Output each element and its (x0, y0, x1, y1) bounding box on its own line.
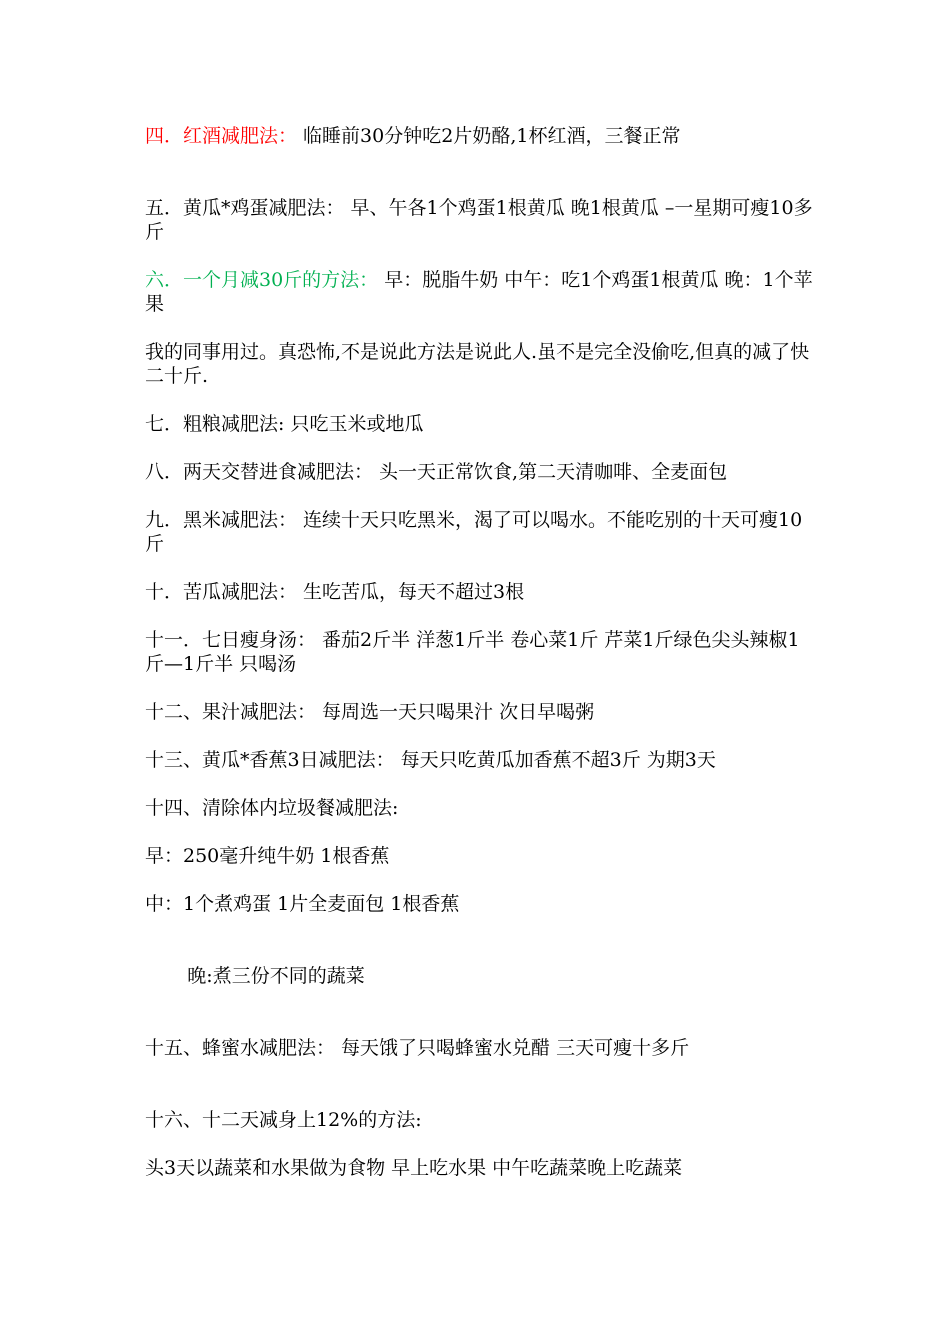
paragraph-lunch (145, 892, 815, 916)
paragraph-text: 早：250毫升纯牛奶 1根香蕉 (145, 845, 390, 867)
paragraph-detox-meal-method (145, 796, 815, 820)
paragraph-black-rice-method (145, 508, 815, 556)
paragraph-text: 十三、黄瓜*香蕉3日减肥法： 每天只吃黄瓜加香蕉不超3斤 为期3天 (145, 749, 716, 771)
paragraph-text: 十二、果汁减肥法： 每周选一天只喝果汁 次日早喝粥 (145, 701, 595, 723)
paragraph-seven-day-soup (145, 628, 815, 676)
paragraph-twelve-day-method (145, 1108, 815, 1132)
document-body (145, 124, 815, 1180)
paragraph-cucumber-banana-method (145, 748, 815, 772)
paragraph-coarse-grain-method (145, 412, 815, 436)
paragraph-dinner (145, 940, 815, 1012)
paragraph-text: 九．黑米减肥法： 连续十天只吃黑米，渴了可以喝水。不能吃别的十天可瘦10斤 (145, 509, 803, 555)
heading-red-wine-method: 四．红酒减肥法： (145, 125, 298, 147)
paragraph-red-wine-method (145, 124, 815, 148)
paragraph-one-month-method (145, 268, 815, 316)
paragraph-text: 十五、蜂蜜水减肥法： 每天饿了只喝蜂蜜水兑醋 三天可瘦十多斤 (145, 1037, 690, 1059)
paragraph-bitter-melon-method (145, 580, 815, 604)
paragraph-text: 十六、十二天减身上12%的方法: (145, 1109, 422, 1131)
heading-cucumber-egg-method: 五．黄瓜*鸡蛋减肥法： (145, 197, 345, 219)
paragraph-text: 临睡前30分钟吃2片奶酪,1杯红酒，三餐正常 (297, 125, 681, 147)
paragraph-cucumber-egg-method (145, 196, 815, 244)
paragraph-alternate-day-method (145, 460, 815, 484)
paragraph-text: 我的同事用过。真恐怖,不是说此方法是说此人.虽不是完全没偷吃,但真的减了快二十斤. (145, 341, 810, 387)
paragraph-text: 十四、清除体内垃圾餐减肥法: (145, 797, 399, 819)
heading-one-month-method: 六．一个月减30斤的方法： (145, 269, 379, 291)
paragraph-colleague-note (145, 340, 815, 388)
paragraph-text: 早、午各1个鸡蛋1根黄瓜 晚1根黄瓜 –一星期可瘦10多斤 (145, 197, 813, 243)
paragraph-honey-water-method (145, 1036, 815, 1060)
paragraph-text: 中：1个煮鸡蛋 1片全麦面包 1根香蕉 (145, 893, 460, 915)
paragraph-text: 十．苦瓜减肥法： 生吃苦瓜，每天不超过3根 (145, 581, 525, 603)
paragraph-text: 十一．七日瘦身汤： 番茄2斤半 洋葱1斤半 卷心菜1斤 芹菜1斤绿色尖头辣椒1斤—1斤半 只喝汤 (145, 629, 800, 675)
paragraph-text: 早：脱脂牛奶 中午：吃1个鸡蛋1根黄瓜 晚：1个苹果 (145, 269, 813, 315)
paragraph-text: 七．粗粮减肥法: 只吃玉米或地瓜 (145, 413, 424, 435)
paragraph-breakfast (145, 844, 815, 868)
paragraph-text: 八．两天交替进食减肥法： 头一天正常饮食,第二天清咖啡、全麦面包 (145, 461, 728, 483)
paragraph-text: 晚:煮三份不同的蔬菜 (181, 965, 365, 987)
paragraph-first-three-days (145, 1156, 815, 1180)
paragraph-juice-method (145, 700, 815, 724)
paragraph-text: 头3天以蔬菜和水果做为食物 早上吃水果 中午吃蔬菜晚上吃蔬菜 (145, 1157, 683, 1179)
